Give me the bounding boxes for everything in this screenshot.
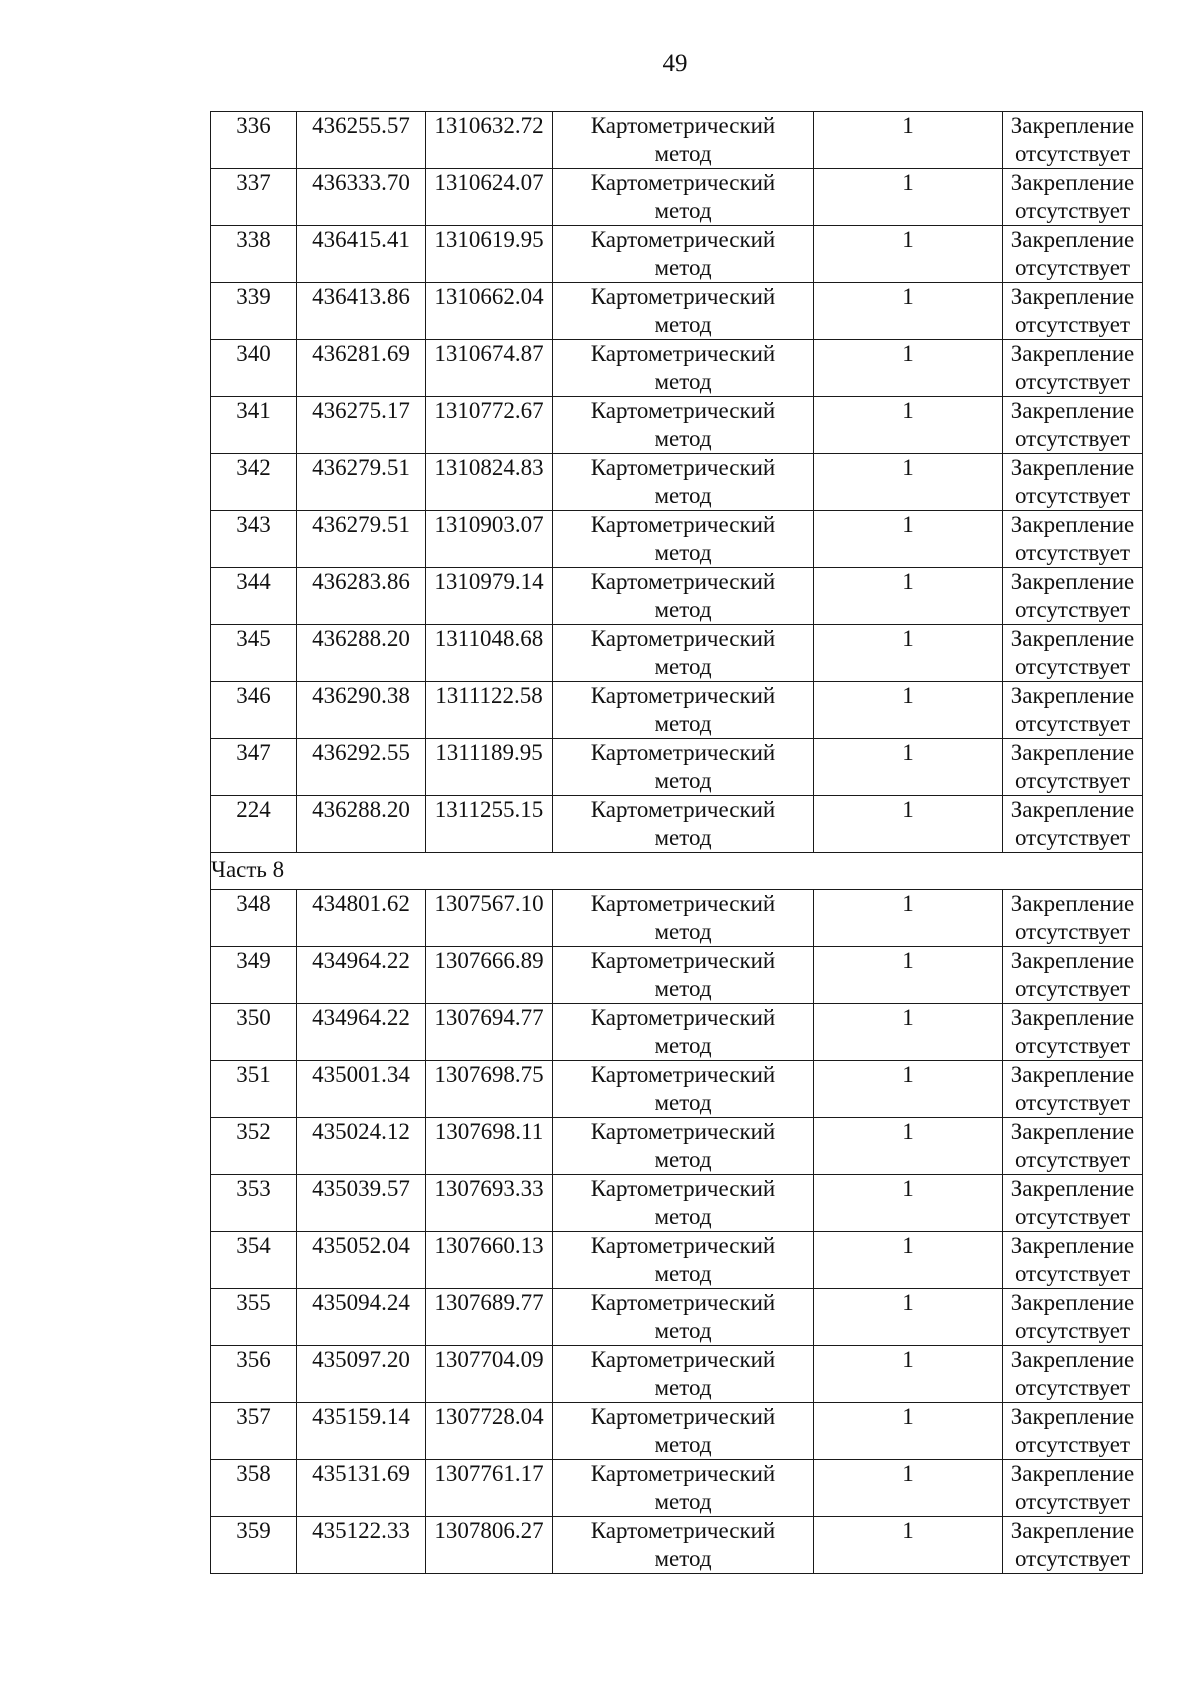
table-row	[211, 112, 1143, 169]
accuracy-cell: 1	[814, 682, 1003, 739]
fixing-cell-line2: отсутствует	[1014, 1090, 1131, 1115]
x-coordinate-cell: 436290.38	[297, 682, 426, 739]
fixing-cell-line1: Закрепление	[1010, 341, 1135, 366]
x-coordinate-cell: 436333.70	[297, 169, 426, 226]
method-cell	[553, 511, 814, 568]
accuracy-cell: 1	[814, 1118, 1003, 1175]
method-cell-line2: метод	[654, 711, 712, 736]
point-number-cell: 343	[211, 511, 297, 568]
fixing-cell	[1003, 1232, 1143, 1289]
fixing-cell-line2: отсутствует	[1014, 825, 1131, 850]
x-coordinate-cell: 434964.22	[297, 947, 426, 1004]
fixing-cell-line2: отсутствует	[1014, 1147, 1131, 1172]
method-cell	[553, 283, 814, 340]
fixing-cell-line1: Закрепление	[1010, 891, 1135, 916]
accuracy-cell: 1	[814, 1004, 1003, 1061]
fixing-cell	[1003, 340, 1143, 397]
method-cell	[553, 1460, 814, 1517]
x-coordinate-cell: 435131.69	[297, 1460, 426, 1517]
y-coordinate-cell: 1307704.09	[426, 1346, 553, 1403]
table-row	[211, 1061, 1143, 1118]
method-cell-line1: Картометрический	[590, 1404, 776, 1429]
y-coordinate-cell: 1307698.11	[426, 1118, 553, 1175]
table-row	[211, 1346, 1143, 1403]
point-number-cell: 224	[211, 796, 297, 853]
method-cell	[553, 1175, 814, 1232]
x-coordinate-cell: 434801.62	[297, 890, 426, 947]
section-label: Часть 8	[211, 853, 1143, 890]
method-cell-line1: Картометрический	[590, 341, 776, 366]
coordinates-table-body	[211, 112, 1143, 1574]
accuracy-cell: 1	[814, 890, 1003, 947]
method-cell	[553, 947, 814, 1004]
y-coordinate-cell: 1311122.58	[426, 682, 553, 739]
accuracy-cell: 1	[814, 796, 1003, 853]
accuracy-cell: 1	[814, 625, 1003, 682]
fixing-cell-line1: Закрепление	[1010, 948, 1135, 973]
table-row	[211, 796, 1143, 853]
accuracy-cell: 1	[814, 568, 1003, 625]
method-cell-line1: Картометрический	[590, 683, 776, 708]
point-number-cell: 356	[211, 1346, 297, 1403]
fixing-cell-line2: отсутствует	[1014, 483, 1131, 508]
x-coordinate-cell: 436279.51	[297, 454, 426, 511]
method-cell-line1: Картометрический	[590, 1005, 776, 1030]
method-cell-line1: Картометрический	[590, 113, 776, 138]
accuracy-cell: 1	[814, 1460, 1003, 1517]
y-coordinate-cell: 1311048.68	[426, 625, 553, 682]
method-cell-line1: Картометрический	[590, 170, 776, 195]
point-number-cell: 350	[211, 1004, 297, 1061]
y-coordinate-cell: 1310903.07	[426, 511, 553, 568]
method-cell-line2: метод	[654, 1090, 712, 1115]
table-row	[211, 1004, 1143, 1061]
accuracy-cell: 1	[814, 511, 1003, 568]
fixing-cell-line2: отсутствует	[1014, 369, 1131, 394]
method-cell-line1: Картометрический	[590, 891, 776, 916]
fixing-cell-line1: Закрепление	[1010, 1461, 1135, 1486]
method-cell-line2: метод	[654, 1489, 712, 1514]
method-cell	[553, 1517, 814, 1574]
coordinates-table	[210, 111, 1143, 1574]
point-number-cell: 353	[211, 1175, 297, 1232]
method-cell-line2: метод	[654, 919, 712, 944]
table-row	[211, 397, 1143, 454]
fixing-cell-line2: отсутствует	[1014, 1546, 1131, 1571]
fixing-cell-line1: Закрепление	[1010, 512, 1135, 537]
method-cell-line1: Картометрический	[590, 797, 776, 822]
method-cell-line1: Картометрический	[590, 1119, 776, 1144]
method-cell-line1: Картометрический	[590, 1347, 776, 1372]
method-cell-line2: метод	[654, 597, 712, 622]
table-row	[211, 340, 1143, 397]
accuracy-cell: 1	[814, 454, 1003, 511]
method-cell-line2: метод	[654, 825, 712, 850]
method-cell	[553, 1061, 814, 1118]
fixing-cell	[1003, 947, 1143, 1004]
fixing-cell-line1: Закрепление	[1010, 113, 1135, 138]
point-number-cell: 342	[211, 454, 297, 511]
method-cell-line1: Картометрический	[590, 227, 776, 252]
method-cell	[553, 1118, 814, 1175]
point-number-cell: 348	[211, 890, 297, 947]
method-cell-line2: метод	[654, 483, 712, 508]
fixing-cell-line1: Закрепление	[1010, 1005, 1135, 1030]
fixing-cell-line1: Закрепление	[1010, 683, 1135, 708]
y-coordinate-cell: 1307806.27	[426, 1517, 553, 1574]
fixing-cell-line2: отсутствует	[1014, 654, 1131, 679]
table-row	[211, 454, 1143, 511]
table-row	[211, 169, 1143, 226]
fixing-cell-line1: Закрепление	[1010, 1176, 1135, 1201]
accuracy-cell: 1	[814, 340, 1003, 397]
y-coordinate-cell: 1310662.04	[426, 283, 553, 340]
x-coordinate-cell: 436288.20	[297, 625, 426, 682]
fixing-cell	[1003, 890, 1143, 947]
fixing-cell-line1: Закрепление	[1010, 1119, 1135, 1144]
fixing-cell-line2: отсутствует	[1014, 1318, 1131, 1343]
fixing-cell	[1003, 739, 1143, 796]
fixing-cell-line1: Закрепление	[1010, 398, 1135, 423]
fixing-cell-line2: отсутствует	[1014, 976, 1131, 1001]
fixing-cell	[1003, 682, 1143, 739]
fixing-cell-line2: отсутствует	[1014, 1375, 1131, 1400]
accuracy-cell: 1	[814, 1403, 1003, 1460]
y-coordinate-cell: 1307761.17	[426, 1460, 553, 1517]
y-coordinate-cell: 1310632.72	[426, 112, 553, 169]
y-coordinate-cell: 1310674.87	[426, 340, 553, 397]
method-cell-line2: метод	[654, 1033, 712, 1058]
table-row	[211, 739, 1143, 796]
point-number-cell: 339	[211, 283, 297, 340]
method-cell	[553, 625, 814, 682]
method-cell-line1: Картометрический	[590, 455, 776, 480]
table-row	[211, 226, 1143, 283]
method-cell-line1: Картометрический	[590, 284, 776, 309]
x-coordinate-cell: 436292.55	[297, 739, 426, 796]
y-coordinate-cell: 1307666.89	[426, 947, 553, 1004]
x-coordinate-cell: 435024.12	[297, 1118, 426, 1175]
fixing-cell-line1: Закрепление	[1010, 170, 1135, 195]
table-row	[211, 1232, 1143, 1289]
accuracy-cell: 1	[814, 1517, 1003, 1574]
method-cell-line2: метод	[654, 1147, 712, 1172]
accuracy-cell: 1	[814, 1346, 1003, 1403]
method-cell-line2: метод	[654, 1546, 712, 1571]
point-number-cell: 345	[211, 625, 297, 682]
method-cell-line2: метод	[654, 768, 712, 793]
accuracy-cell: 1	[814, 397, 1003, 454]
fixing-cell-line1: Закрепление	[1010, 1404, 1135, 1429]
fixing-cell	[1003, 568, 1143, 625]
table-row	[211, 1289, 1143, 1346]
y-coordinate-cell: 1307689.77	[426, 1289, 553, 1346]
fixing-cell-line1: Закрепление	[1010, 797, 1135, 822]
y-coordinate-cell: 1310772.67	[426, 397, 553, 454]
point-number-cell: 357	[211, 1403, 297, 1460]
fixing-cell	[1003, 1118, 1143, 1175]
x-coordinate-cell: 435094.24	[297, 1289, 426, 1346]
point-number-cell: 355	[211, 1289, 297, 1346]
x-coordinate-cell: 436279.51	[297, 511, 426, 568]
method-cell	[553, 340, 814, 397]
accuracy-cell: 1	[814, 283, 1003, 340]
fixing-cell-line1: Закрепление	[1010, 1518, 1135, 1543]
point-number-cell: 337	[211, 169, 297, 226]
fixing-cell	[1003, 226, 1143, 283]
y-coordinate-cell: 1307660.13	[426, 1232, 553, 1289]
fixing-cell-line2: отсутствует	[1014, 255, 1131, 280]
y-coordinate-cell: 1307693.33	[426, 1175, 553, 1232]
table-row	[211, 1517, 1143, 1574]
point-number-cell: 340	[211, 340, 297, 397]
point-number-cell: 347	[211, 739, 297, 796]
table-row	[211, 890, 1143, 947]
x-coordinate-cell: 436283.86	[297, 568, 426, 625]
fixing-cell-line2: отсутствует	[1014, 711, 1131, 736]
point-number-cell: 359	[211, 1517, 297, 1574]
method-cell	[553, 568, 814, 625]
method-cell	[553, 1232, 814, 1289]
method-cell	[553, 796, 814, 853]
method-cell-line2: метод	[654, 198, 712, 223]
fixing-cell	[1003, 1061, 1143, 1118]
method-cell-line2: метод	[654, 141, 712, 166]
fixing-cell	[1003, 796, 1143, 853]
method-cell	[553, 454, 814, 511]
method-cell	[553, 397, 814, 454]
fixing-cell	[1003, 283, 1143, 340]
method-cell	[553, 682, 814, 739]
x-coordinate-cell: 436281.69	[297, 340, 426, 397]
method-cell-line2: метод	[654, 976, 712, 1001]
y-coordinate-cell: 1307698.75	[426, 1061, 553, 1118]
table-row	[211, 1460, 1143, 1517]
fixing-cell-line2: отсутствует	[1014, 1261, 1131, 1286]
fixing-cell-line2: отсутствует	[1014, 141, 1131, 166]
fixing-cell	[1003, 397, 1143, 454]
fixing-cell	[1003, 1346, 1143, 1403]
table-row	[211, 568, 1143, 625]
method-cell	[553, 226, 814, 283]
fixing-cell-line2: отсутствует	[1014, 426, 1131, 451]
method-cell-line1: Картометрический	[590, 1461, 776, 1486]
method-cell	[553, 890, 814, 947]
point-number-cell: 351	[211, 1061, 297, 1118]
y-coordinate-cell: 1310979.14	[426, 568, 553, 625]
method-cell	[553, 112, 814, 169]
y-coordinate-cell: 1310824.83	[426, 454, 553, 511]
y-coordinate-cell: 1310624.07	[426, 169, 553, 226]
point-number-cell: 341	[211, 397, 297, 454]
method-cell	[553, 1403, 814, 1460]
fixing-cell-line2: отсутствует	[1014, 919, 1131, 944]
accuracy-cell: 1	[814, 1175, 1003, 1232]
method-cell-line2: метод	[654, 369, 712, 394]
fixing-cell-line1: Закрепление	[1010, 1290, 1135, 1315]
method-cell-line2: метод	[654, 426, 712, 451]
y-coordinate-cell: 1307694.77	[426, 1004, 553, 1061]
method-cell-line2: метод	[654, 1204, 712, 1229]
fixing-cell-line2: отсутствует	[1014, 540, 1131, 565]
x-coordinate-cell: 434964.22	[297, 1004, 426, 1061]
point-number-cell: 336	[211, 112, 297, 169]
method-cell-line1: Картометрический	[590, 626, 776, 651]
method-cell-line1: Картометрический	[590, 948, 776, 973]
point-number-cell: 354	[211, 1232, 297, 1289]
fixing-cell-line1: Закрепление	[1010, 1062, 1135, 1087]
fixing-cell-line2: отсутствует	[1014, 312, 1131, 337]
table-row	[211, 1175, 1143, 1232]
accuracy-cell: 1	[814, 947, 1003, 1004]
fixing-cell-line2: отсутствует	[1014, 198, 1131, 223]
y-coordinate-cell: 1311189.95	[426, 739, 553, 796]
y-coordinate-cell: 1307728.04	[426, 1403, 553, 1460]
table-row	[211, 1403, 1143, 1460]
x-coordinate-cell: 436275.17	[297, 397, 426, 454]
point-number-cell: 358	[211, 1460, 297, 1517]
table-row	[211, 682, 1143, 739]
fixing-cell-line1: Закрепление	[1010, 569, 1135, 594]
x-coordinate-cell: 435052.04	[297, 1232, 426, 1289]
table-row	[211, 947, 1143, 1004]
accuracy-cell: 1	[814, 739, 1003, 796]
method-cell-line2: метод	[654, 1318, 712, 1343]
fixing-cell	[1003, 454, 1143, 511]
x-coordinate-cell: 435122.33	[297, 1517, 426, 1574]
x-coordinate-cell: 436413.86	[297, 283, 426, 340]
method-cell	[553, 169, 814, 226]
fixing-cell-line1: Закрепление	[1010, 626, 1135, 651]
fixing-cell-line1: Закрепление	[1010, 1347, 1135, 1372]
table-row	[211, 1118, 1143, 1175]
fixing-cell	[1003, 1517, 1143, 1574]
accuracy-cell: 1	[814, 112, 1003, 169]
table-row	[211, 283, 1143, 340]
table-row	[211, 625, 1143, 682]
fixing-cell-line2: отсутствует	[1014, 1204, 1131, 1229]
method-cell	[553, 1289, 814, 1346]
accuracy-cell: 1	[814, 169, 1003, 226]
y-coordinate-cell: 1311255.15	[426, 796, 553, 853]
point-number-cell: 352	[211, 1118, 297, 1175]
method-cell	[553, 739, 814, 796]
point-number-cell: 344	[211, 568, 297, 625]
fixing-cell-line2: отсутствует	[1014, 768, 1131, 793]
fixing-cell-line2: отсутствует	[1014, 1432, 1131, 1457]
y-coordinate-cell: 1307567.10	[426, 890, 553, 947]
x-coordinate-cell: 435001.34	[297, 1061, 426, 1118]
method-cell	[553, 1004, 814, 1061]
y-coordinate-cell: 1310619.95	[426, 226, 553, 283]
x-coordinate-cell: 435097.20	[297, 1346, 426, 1403]
section-row	[211, 853, 1143, 890]
fixing-cell	[1003, 1460, 1143, 1517]
method-cell-line1: Картометрический	[590, 1518, 776, 1543]
accuracy-cell: 1	[814, 1061, 1003, 1118]
fixing-cell	[1003, 112, 1143, 169]
method-cell	[553, 1346, 814, 1403]
fixing-cell	[1003, 169, 1143, 226]
point-number-cell: 349	[211, 947, 297, 1004]
fixing-cell-line2: отсутствует	[1014, 1489, 1131, 1514]
fixing-cell	[1003, 1403, 1143, 1460]
accuracy-cell: 1	[814, 226, 1003, 283]
x-coordinate-cell: 435159.14	[297, 1403, 426, 1460]
method-cell-line1: Картометрический	[590, 1176, 776, 1201]
method-cell-line2: метод	[654, 540, 712, 565]
fixing-cell	[1003, 1289, 1143, 1346]
method-cell-line1: Картометрический	[590, 398, 776, 423]
page-number: 49	[662, 50, 688, 77]
method-cell-line2: метод	[654, 255, 712, 280]
fixing-cell	[1003, 1175, 1143, 1232]
method-cell-line1: Картометрический	[590, 740, 776, 765]
method-cell-line2: метод	[654, 312, 712, 337]
method-cell-line2: метод	[654, 1432, 712, 1457]
x-coordinate-cell: 436255.57	[297, 112, 426, 169]
fixing-cell	[1003, 625, 1143, 682]
fixing-cell	[1003, 1004, 1143, 1061]
method-cell-line1: Картометрический	[590, 569, 776, 594]
method-cell-line1: Картометрический	[590, 1062, 776, 1087]
accuracy-cell: 1	[814, 1232, 1003, 1289]
x-coordinate-cell: 435039.57	[297, 1175, 426, 1232]
fixing-cell-line1: Закрепление	[1010, 284, 1135, 309]
method-cell-line2: метод	[654, 1261, 712, 1286]
point-number-cell: 346	[211, 682, 297, 739]
method-cell-line1: Картометрический	[590, 1233, 776, 1258]
x-coordinate-cell: 436415.41	[297, 226, 426, 283]
table-row	[211, 511, 1143, 568]
method-cell-line2: метод	[654, 654, 712, 679]
point-number-cell: 338	[211, 226, 297, 283]
accuracy-cell: 1	[814, 1289, 1003, 1346]
method-cell-line1: Картометрический	[590, 1290, 776, 1315]
fixing-cell	[1003, 511, 1143, 568]
fixing-cell-line1: Закрепление	[1010, 740, 1135, 765]
method-cell-line2: метод	[654, 1375, 712, 1400]
fixing-cell-line1: Закрепление	[1010, 1233, 1135, 1258]
fixing-cell-line1: Закрепление	[1010, 455, 1135, 480]
fixing-cell-line2: отсутствует	[1014, 1033, 1131, 1058]
method-cell-line1: Картометрический	[590, 512, 776, 537]
fixing-cell-line1: Закрепление	[1010, 227, 1135, 252]
fixing-cell-line2: отсутствует	[1014, 597, 1131, 622]
x-coordinate-cell: 436288.20	[297, 796, 426, 853]
